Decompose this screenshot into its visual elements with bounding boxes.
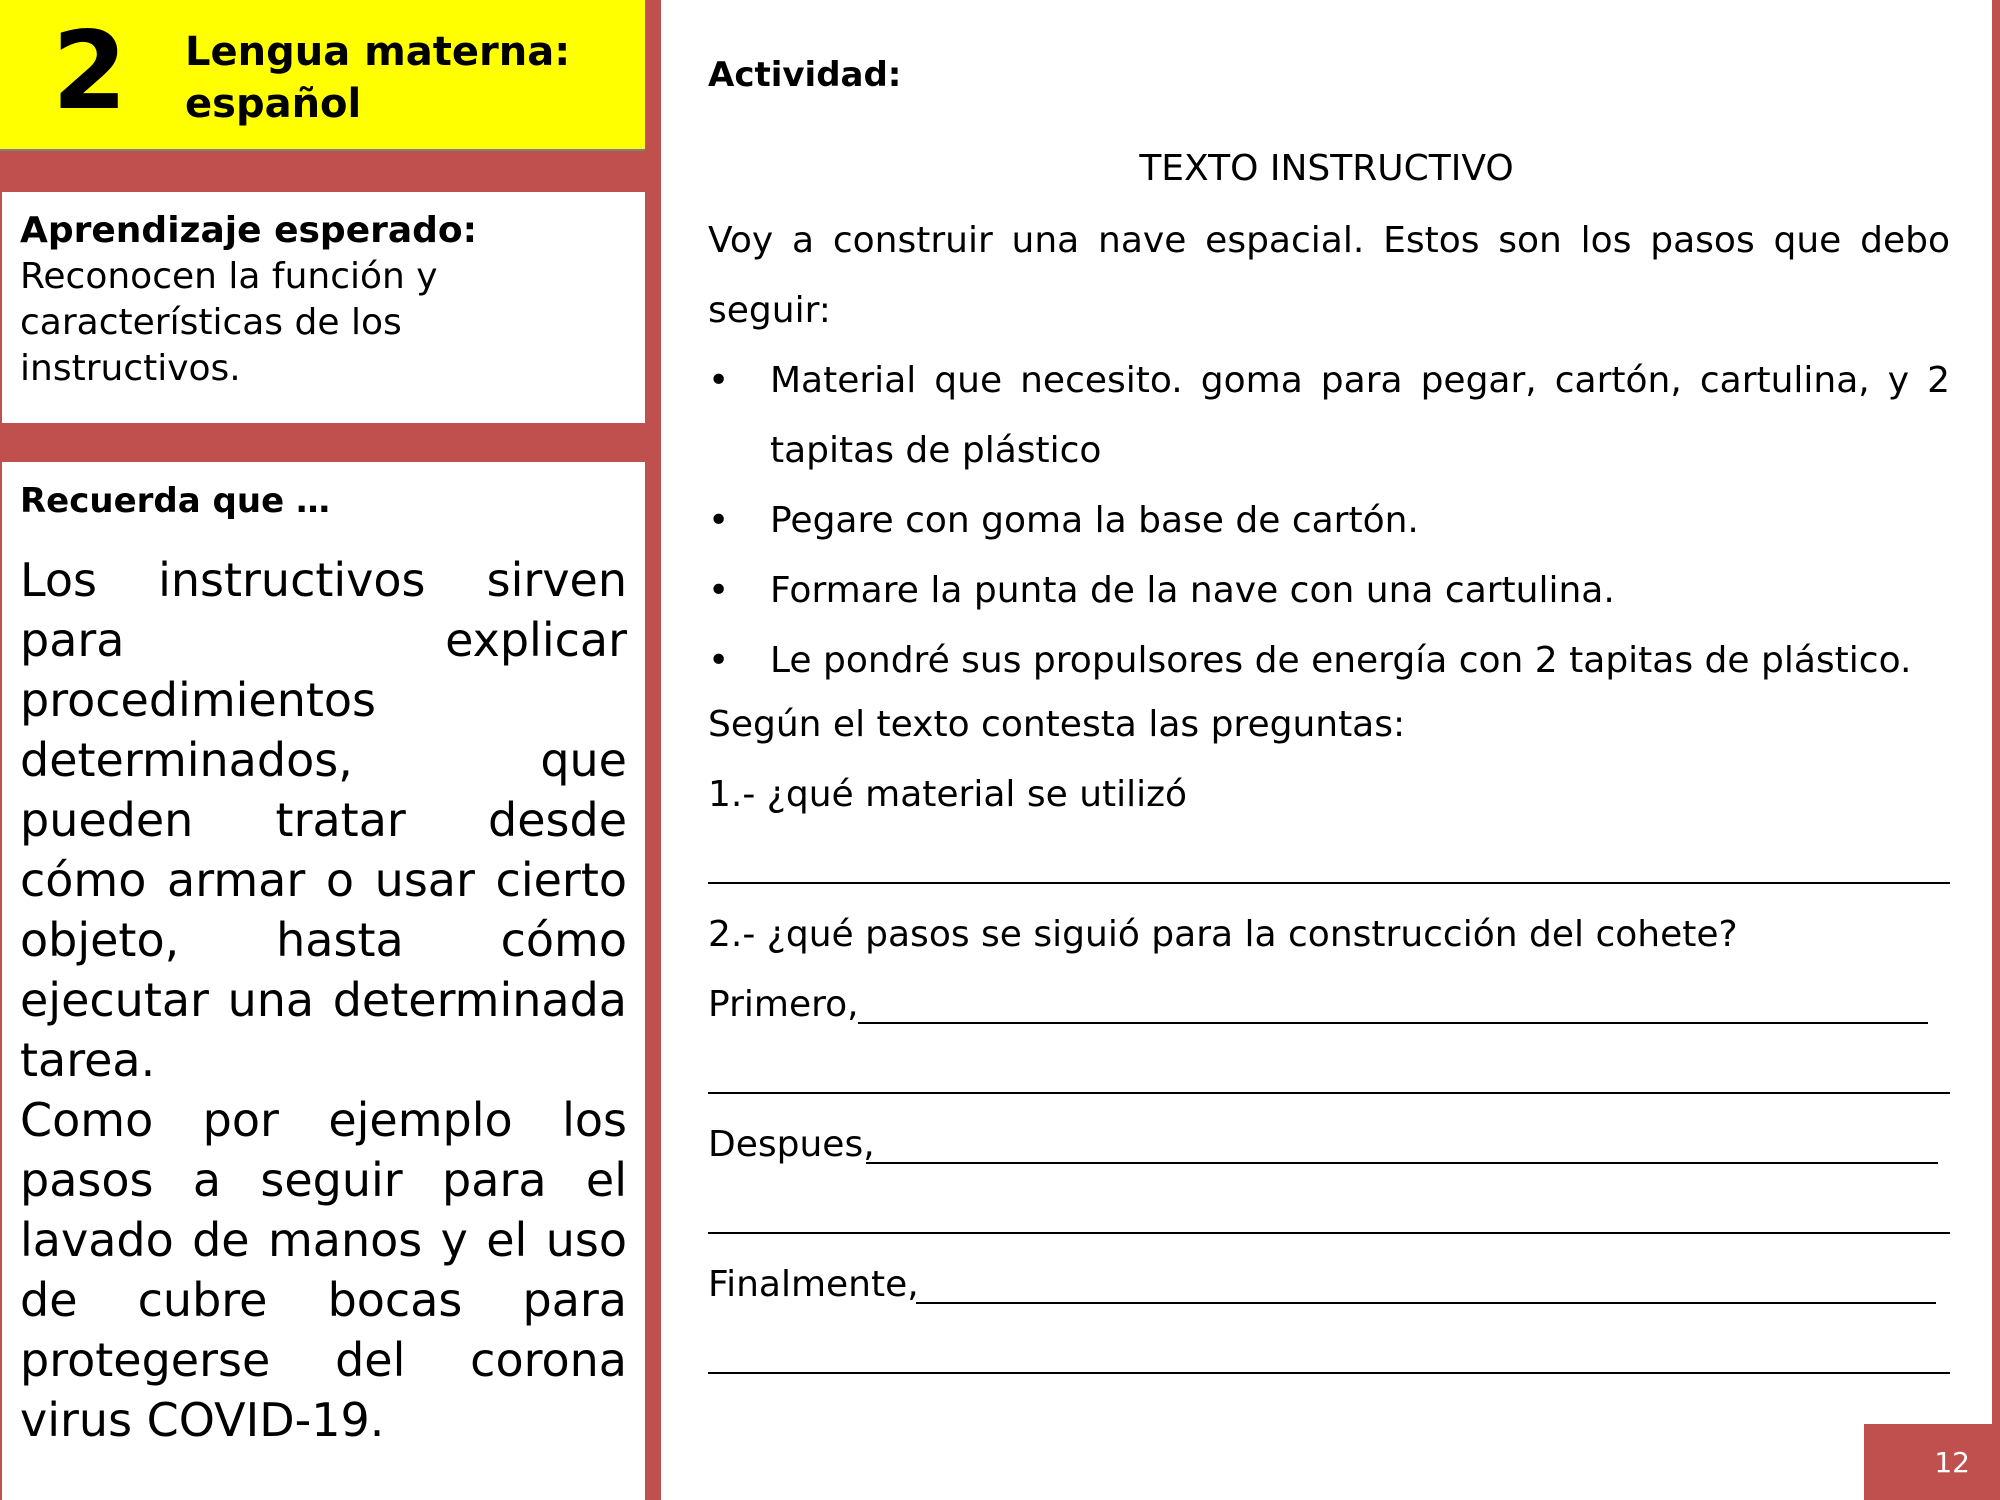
remember-title: Recuerda que …	[20, 481, 330, 521]
instructive-intro: Voy a construir una nave espacial. Estos son los pasos que debo seguir:	[708, 220, 1950, 331]
answer-line-then[interactable]	[866, 1162, 1938, 1164]
answer-line-first-continued[interactable]	[708, 1092, 1950, 1094]
answer-line-finally-continued[interactable]	[708, 1372, 1950, 1374]
list-item	[708, 626, 1950, 696]
column-divider-bar	[645, 0, 661, 1500]
answer-line-1[interactable]	[708, 882, 1950, 884]
answer-line-finally[interactable]	[916, 1302, 1936, 1304]
list-item	[708, 486, 1950, 556]
footer-bar	[661, 1422, 1992, 1500]
unit-number: 2	[52, 9, 128, 134]
answer-line-first[interactable]	[858, 1022, 1928, 1024]
bullet-icon: •	[708, 500, 730, 541]
expected-learning-title: Aprendizaje esperado:	[20, 210, 478, 251]
bullet-icon: •	[708, 360, 730, 401]
expected-learning-text: Reconocen la función y características de los instructivos.	[20, 256, 438, 389]
bullet-icon: •	[708, 570, 730, 611]
list-item	[708, 556, 1950, 626]
remember-paragraph-1: Los instructivos sirven para explicar procedimientos determinados, que pueden tratar desde cómo armar o usar cierto objeto, hasta cómo ejecutar una determinada tarea.	[20, 553, 627, 1087]
subject-title-line2: español	[185, 81, 362, 127]
instructive-text-title: TEXTO INSTRUCTIVO	[1139, 148, 1514, 189]
then-label: Despues,	[708, 1124, 875, 1165]
page-number: 12	[1934, 1446, 1970, 1479]
bullet-icon: •	[708, 640, 730, 681]
step-text: Formare la punta de la nave con una cartulina.	[770, 570, 1615, 611]
steps-list	[708, 346, 1950, 696]
page-number-box	[1864, 1424, 1992, 1500]
subject-header	[0, 0, 645, 151]
question-1: 1.- ¿qué material se utilizó	[708, 774, 1188, 815]
first-label: Primero,	[708, 984, 859, 1025]
expected-learning-box	[2, 192, 645, 423]
subject-title	[185, 26, 570, 130]
remember-box	[2, 462, 645, 1500]
activity-label: Actividad:	[708, 55, 902, 95]
question-2: 2.- ¿qué pasos se siguió para la construcción del cohete?	[708, 914, 1738, 955]
right-border-bar	[1992, 0, 2000, 1500]
answer-line-then-continued[interactable]	[708, 1232, 1950, 1234]
step-text: Material que necesito. goma para pegar, cartón, cartulina, y 2 tapitas de plástico	[770, 360, 1950, 471]
finally-label: Finalmente,	[708, 1264, 919, 1305]
subject-title-line1: Lengua materna:	[185, 29, 571, 75]
step-text: Pegare con goma la base de cartón.	[770, 500, 1419, 541]
remember-paragraph-2: Como por ejemplo los pasos a seguir para el lavado de manos y el uso de cubre bocas para protegerse del corona virus COVID-19.	[20, 1093, 627, 1447]
questions-intro: Según el texto contesta las preguntas:	[708, 704, 1406, 745]
list-item	[708, 346, 1950, 486]
step-text: Le pondré sus propulsores de energía con 2 tapitas de plástico.	[770, 640, 1912, 681]
